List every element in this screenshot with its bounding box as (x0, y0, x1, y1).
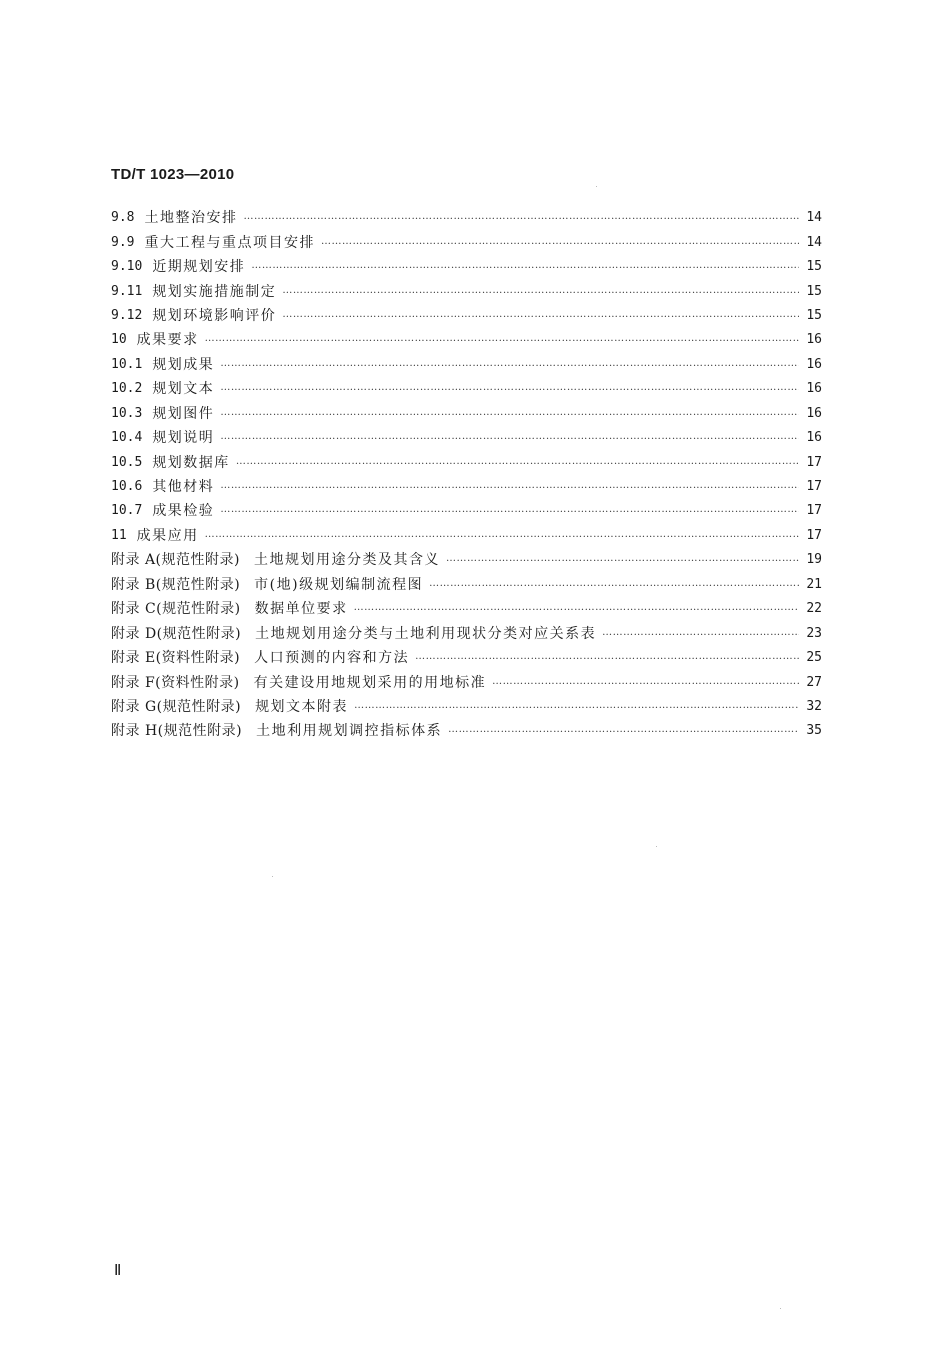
toc-appendix-entry[interactable] (111, 548, 822, 572)
toc-entry-title: 规划成果 (152, 356, 215, 373)
toc-entry-title: 近期规划安排 (152, 259, 246, 276)
toc-entry-number: 11 (111, 527, 127, 543)
toc-entry-number: 10.1 (111, 356, 143, 372)
toc-entry[interactable] (111, 255, 822, 279)
toc-entry-number: 10 (111, 332, 127, 348)
toc-entry-page: 17 (806, 454, 822, 470)
toc-entry[interactable] (111, 499, 822, 523)
toc-entry[interactable] (111, 475, 822, 499)
toc-entry-title: 土地规划用途分类与土地利用现状分类对应关系表 (255, 625, 597, 642)
scan-speck (272, 876, 273, 877)
page-number: Ⅱ (114, 1263, 122, 1279)
toc-appendix-entry[interactable] (111, 573, 822, 597)
toc-dot-leader (220, 352, 799, 376)
toc-dot-leader (205, 523, 799, 547)
toc-entry-title: 规划环境影响评价 (152, 307, 277, 324)
toc-entry-page: 25 (806, 650, 822, 666)
toc-appendix-label: 附录 D(规范性附录) (111, 625, 242, 642)
toc-entry-page: 27 (806, 674, 822, 690)
toc-entry-page: 15 (806, 307, 822, 323)
toc-entry[interactable] (111, 377, 822, 401)
toc-entry-page: 23 (806, 625, 822, 641)
toc-appendix-entry[interactable] (111, 695, 822, 719)
toc-entry-title: 重大工程与重点项目安排 (144, 234, 315, 251)
document-code: TD/T 1023—2010 (111, 166, 235, 183)
toc-entry-number: 9.10 (111, 259, 143, 275)
toc-dot-leader (220, 401, 799, 425)
toc-dot-leader (321, 230, 799, 254)
toc-dot-leader (220, 376, 799, 400)
toc-dot-leader (354, 596, 799, 620)
toc-entry[interactable] (111, 353, 822, 377)
toc-entry[interactable] (111, 206, 822, 230)
toc-entry-number: 10.7 (111, 503, 143, 519)
toc-appendix-entry[interactable] (111, 670, 822, 694)
toc-entry-number: 9.9 (111, 234, 135, 250)
scan-speck (656, 846, 657, 847)
toc-entry-number: 10.4 (111, 430, 143, 446)
toc-entry-page: 17 (806, 527, 822, 543)
toc-entry-page: 16 (806, 405, 822, 421)
toc-entry-page: 35 (806, 723, 822, 739)
toc-entry-page: 16 (806, 332, 822, 348)
toc-dot-leader (251, 254, 799, 278)
toc-dot-leader (220, 425, 799, 449)
toc-entry-title: 土地整治安排 (144, 210, 238, 227)
toc-entry-title: 土地规划用途分类及其含义 (253, 552, 440, 569)
toc-appendix-entry[interactable] (111, 646, 822, 670)
toc-entry-title: 其他材料 (152, 479, 215, 496)
toc-entry-title: 成果检验 (152, 503, 215, 520)
toc-entry-number: 10.5 (111, 454, 143, 470)
toc-dot-leader (282, 303, 799, 327)
toc-entry-number: 10.3 (111, 405, 143, 421)
toc-entry-title: 规划文本附表 (255, 698, 349, 715)
scan-speck (596, 186, 597, 187)
toc-entry[interactable] (111, 279, 822, 303)
toc-entry[interactable] (111, 230, 822, 254)
toc-appendix-label: 附录 G(规范性附录) (111, 698, 242, 715)
toc-dot-leader (602, 621, 799, 645)
toc-entry-page: 22 (806, 601, 822, 617)
toc-appendix-label: 附录 E(资料性附录) (111, 650, 241, 667)
toc-entry-page: 16 (806, 381, 822, 397)
table-of-contents (111, 206, 822, 744)
toc-dot-leader (448, 718, 799, 742)
toc-dot-leader (282, 279, 799, 303)
toc-entry-page: 16 (806, 356, 822, 372)
toc-appendix-label: 附录 F(资料性附录) (111, 674, 240, 691)
toc-entry-title: 成果应用 (136, 527, 199, 544)
toc-entry-page: 17 (806, 479, 822, 495)
toc-entry-title: 规划实施措施制定 (152, 283, 277, 300)
toc-entry-page: 16 (806, 430, 822, 446)
toc-entry-page: 32 (806, 698, 822, 714)
toc-dot-leader (205, 327, 799, 351)
toc-entry-page: 14 (806, 234, 822, 250)
toc-dot-leader (220, 498, 799, 522)
toc-entry[interactable] (111, 328, 822, 352)
toc-entry-number: 9.8 (111, 210, 135, 226)
toc-entry-number: 9.12 (111, 307, 143, 323)
toc-entry-title: 土地利用规划调控指标体系 (256, 723, 443, 740)
toc-entry[interactable] (111, 304, 822, 328)
toc-appendix-entry[interactable] (111, 621, 822, 645)
toc-appendix-entry[interactable] (111, 597, 822, 621)
toc-dot-leader (243, 205, 799, 229)
toc-appendix-label: 附录 C(规范性附录) (111, 601, 241, 618)
toc-appendix-label: 附录 H(规范性附录) (111, 723, 243, 740)
toc-entry-title: 市(地)级规划编制流程图 (254, 576, 424, 593)
toc-entry-title: 规划说明 (152, 430, 215, 447)
toc-entry-title: 成果要求 (136, 332, 199, 349)
toc-entry[interactable] (111, 524, 822, 548)
toc-appendix-label: 附录 A(规范性附录) (111, 552, 240, 569)
toc-entry[interactable] (111, 450, 822, 474)
toc-entry-page: 21 (806, 576, 822, 592)
toc-entry-page: 17 (806, 503, 822, 519)
toc-entry-number: 9.11 (111, 283, 143, 299)
toc-entry-title: 规划文本 (152, 381, 215, 398)
toc-dot-leader (415, 645, 799, 669)
toc-entry-title: 规划数据库 (152, 454, 230, 471)
toc-entry-title: 人口预测的内容和方法 (254, 650, 410, 667)
scan-speck (780, 1308, 781, 1309)
toc-entry-number: 10.2 (111, 381, 143, 397)
toc-entry[interactable] (111, 402, 822, 426)
toc-entry-title: 数据单位要求 (254, 601, 348, 618)
toc-entry-title: 规划图件 (152, 405, 215, 422)
toc-entry-title: 有关建设用地规划采用的用地标准 (253, 674, 487, 691)
toc-dot-leader (429, 572, 799, 596)
toc-dot-leader (220, 474, 799, 498)
toc-dot-leader (354, 694, 799, 718)
toc-dot-leader (492, 670, 799, 694)
toc-entry[interactable] (111, 426, 822, 450)
toc-entry-page: 15 (806, 259, 822, 275)
toc-dot-leader (446, 547, 799, 571)
toc-dot-leader (236, 450, 799, 474)
toc-entry-page: 14 (806, 210, 822, 226)
toc-entry-page: 19 (806, 552, 822, 568)
toc-entry-page: 15 (806, 283, 822, 299)
toc-appendix-entry[interactable] (111, 719, 822, 743)
toc-entry-number: 10.6 (111, 479, 143, 495)
toc-appendix-label: 附录 B(规范性附录) (111, 576, 241, 593)
